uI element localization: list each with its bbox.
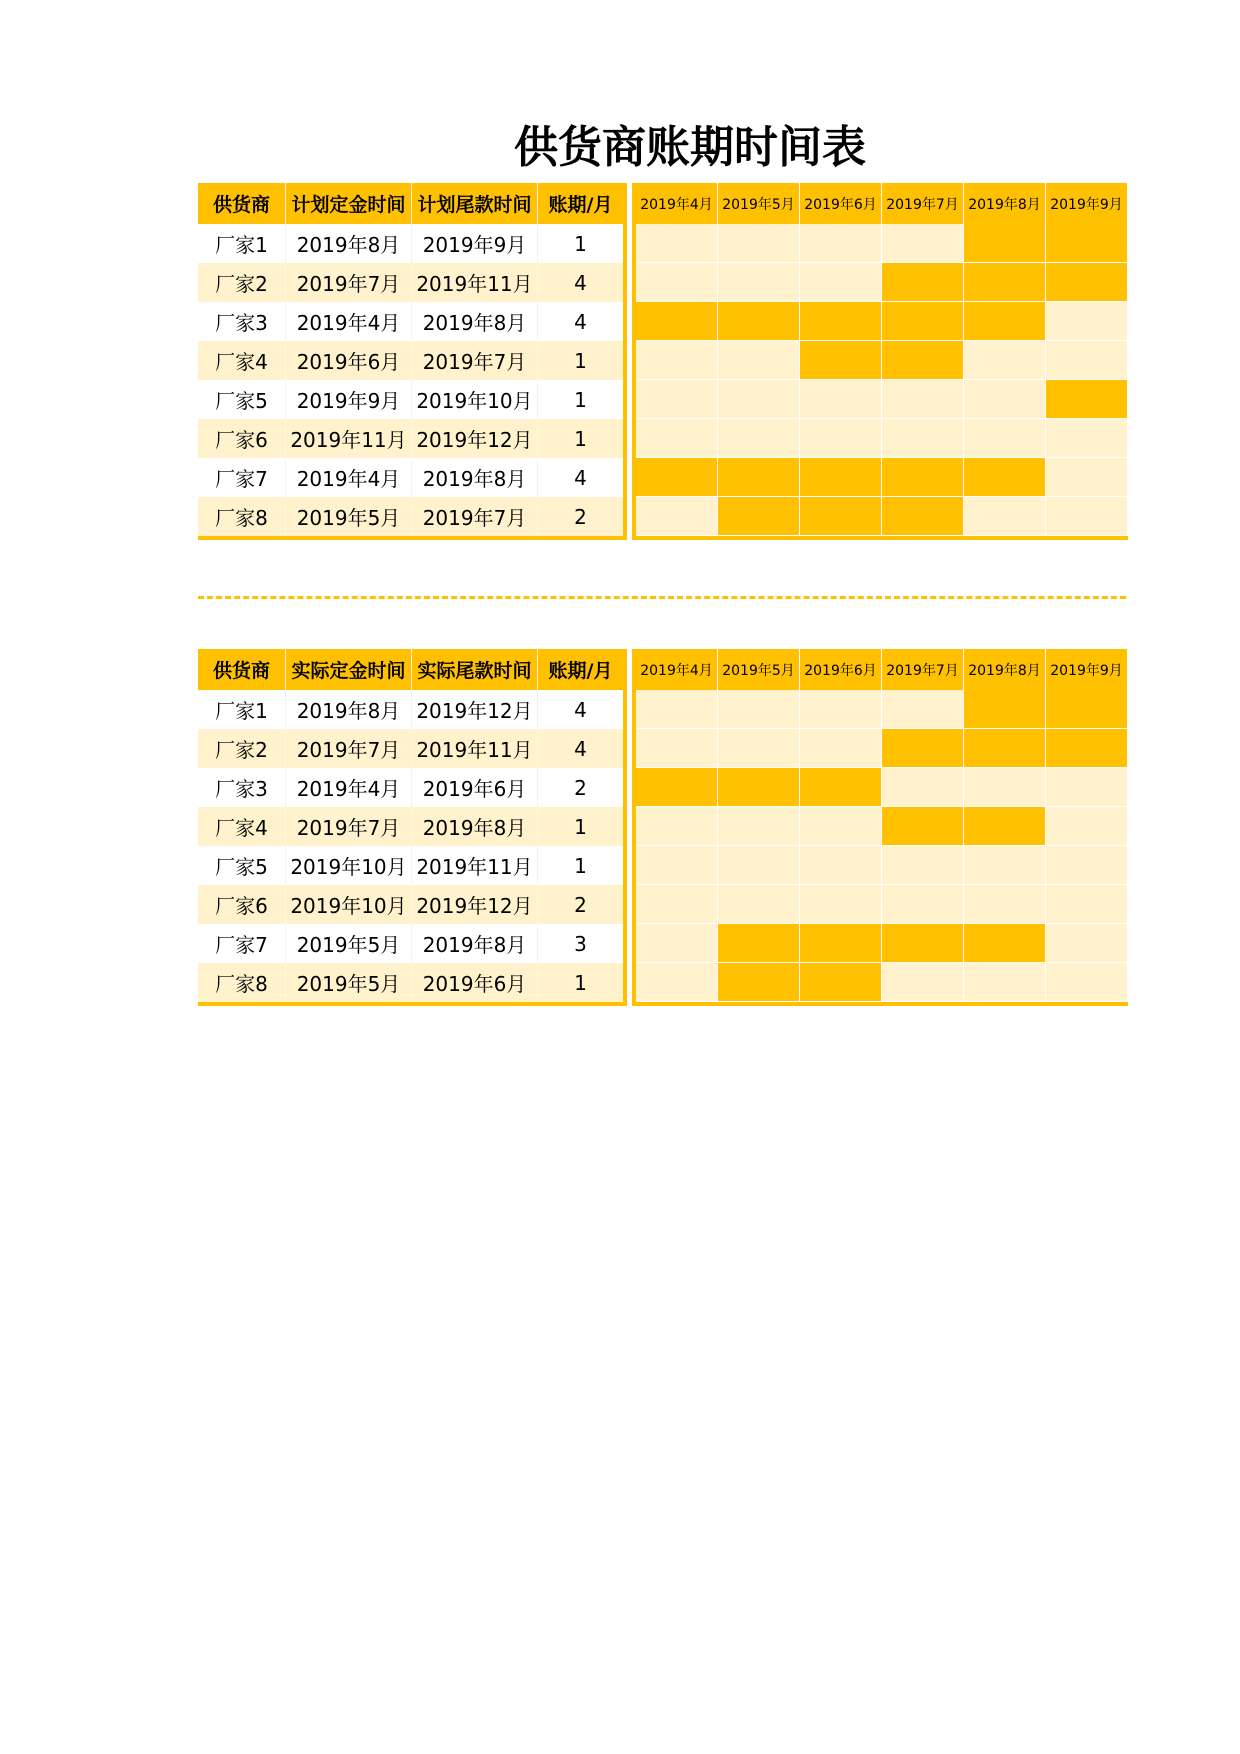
table-row <box>198 885 623 924</box>
timeline-cell <box>636 924 718 962</box>
table-row <box>198 458 623 497</box>
cell-end: 2019年8月 <box>411 458 537 497</box>
cell-period: 4 <box>537 263 623 302</box>
timeline-cell-active <box>718 302 800 340</box>
table-header-row <box>198 183 623 224</box>
cell-start: 2019年8月 <box>285 224 411 263</box>
timeline-cell <box>882 846 964 884</box>
timeline-cell <box>964 885 1046 923</box>
cell-start: 2019年7月 <box>285 729 411 768</box>
timeline-cell <box>636 419 718 457</box>
cell-name: 厂家2 <box>215 272 268 296</box>
cell-start: 2019年4月 <box>285 458 411 497</box>
cell-start: 2019年10月 <box>285 846 411 885</box>
cell-start: 2019年5月 <box>285 924 411 963</box>
timeline-row <box>636 341 1128 380</box>
cell-end: 2019年8月 <box>411 807 537 846</box>
cell-period: 2 <box>537 497 623 536</box>
timeline-row <box>636 846 1128 885</box>
cell-start: 2019年10月 <box>285 885 411 924</box>
timeline-cell <box>636 963 718 1001</box>
timeline-row <box>636 302 1128 341</box>
month-header: 2019年4月 <box>636 183 718 224</box>
cell-end: 2019年10月 <box>411 380 537 419</box>
table-row <box>198 224 623 263</box>
cell-end: 2019年11月 <box>411 729 537 768</box>
timeline-cell <box>882 963 964 1001</box>
cell-end: 2019年9月 <box>411 224 537 263</box>
cell-name: 厂家5 <box>215 389 268 413</box>
month-header: 2019年9月 <box>1046 649 1128 690</box>
timeline-cell <box>1046 419 1128 457</box>
table-row <box>198 690 623 729</box>
month-header: 2019年6月 <box>800 183 882 224</box>
cell-period: 1 <box>537 419 623 458</box>
timeline-cell-active <box>800 458 882 496</box>
timeline-cell <box>964 963 1046 1001</box>
cell-end: 2019年12月 <box>411 419 537 458</box>
timeline-cell-active <box>882 302 964 340</box>
timeline-cell <box>718 263 800 301</box>
table-header-row <box>198 649 623 690</box>
cell-end: 2019年12月 <box>411 690 537 729</box>
cell-name: 厂家1 <box>215 699 268 723</box>
cell-start: 2019年9月 <box>285 380 411 419</box>
timeline-cell-active <box>964 690 1046 728</box>
timeline-cell <box>882 768 964 806</box>
timeline-cell <box>718 341 800 379</box>
cell-end: 2019年11月 <box>411 846 537 885</box>
table-row <box>198 380 623 419</box>
timeline-row <box>636 885 1128 924</box>
timeline-cell <box>718 729 800 767</box>
timeline-cell <box>1046 458 1128 496</box>
cell-period: 1 <box>537 341 623 380</box>
timeline-cell-active <box>1046 380 1128 418</box>
column-header: 账期/月 <box>537 183 623 224</box>
month-header: 2019年4月 <box>636 649 718 690</box>
cell-period: 1 <box>537 807 623 846</box>
timeline-cell-active <box>718 924 800 962</box>
actual-timeline <box>632 649 1128 1006</box>
page-title: 供货商账期时间表 <box>514 122 866 173</box>
timeline-cell-active <box>1046 690 1128 728</box>
timeline-row <box>636 768 1128 807</box>
timeline-cell <box>636 729 718 767</box>
timeline-cell <box>964 419 1046 457</box>
timeline-cell-active <box>800 341 882 379</box>
timeline-cell-active <box>882 497 964 535</box>
cell-period: 1 <box>537 224 623 263</box>
timeline-cell <box>800 224 882 262</box>
column-header: 供货商 <box>212 660 270 682</box>
cell-period: 1 <box>537 380 623 419</box>
timeline-cell <box>636 263 718 301</box>
cell-start: 2019年5月 <box>285 497 411 536</box>
timeline-cell-active <box>718 768 800 806</box>
timeline-cell <box>800 807 882 845</box>
timeline-cell-active <box>964 807 1046 845</box>
timeline-cell <box>800 263 882 301</box>
timeline-row <box>636 497 1128 536</box>
plan-table <box>198 183 627 540</box>
timeline-cell-active <box>800 768 882 806</box>
timeline-cell <box>1046 963 1128 1001</box>
timeline-cell <box>636 224 718 262</box>
table-row <box>198 302 623 341</box>
cell-start: 2019年6月 <box>285 341 411 380</box>
timeline-cell <box>718 807 800 845</box>
column-header: 实际定金时间 <box>285 649 411 690</box>
table-row <box>198 263 623 302</box>
timeline-cell <box>636 497 718 535</box>
cell-period: 1 <box>537 963 623 1002</box>
timeline-row <box>636 729 1128 768</box>
section-divider <box>198 596 1126 599</box>
timeline-cell-active <box>1046 263 1128 301</box>
timeline-cell <box>1046 885 1128 923</box>
timeline-cell <box>800 419 882 457</box>
cell-start: 2019年7月 <box>285 807 411 846</box>
timeline-cell <box>800 729 882 767</box>
cell-start: 2019年11月 <box>285 419 411 458</box>
table-row <box>198 963 623 1002</box>
cell-period: 4 <box>537 458 623 497</box>
timeline-cell <box>636 846 718 884</box>
timeline-cell <box>800 380 882 418</box>
cell-period: 2 <box>537 768 623 807</box>
timeline-cell-active <box>964 458 1046 496</box>
timeline-cell <box>1046 768 1128 806</box>
cell-end: 2019年12月 <box>411 885 537 924</box>
cell-name: 厂家2 <box>215 738 268 762</box>
actual-table <box>198 649 627 1006</box>
cell-start: 2019年7月 <box>285 263 411 302</box>
timeline-cell <box>964 768 1046 806</box>
timeline-cell <box>882 380 964 418</box>
table-row <box>198 846 623 885</box>
timeline-cell-active <box>882 924 964 962</box>
cell-start: 2019年5月 <box>285 963 411 1002</box>
timeline-cell <box>964 846 1046 884</box>
timeline-cell-active <box>964 302 1046 340</box>
timeline-cell-active <box>1046 224 1128 262</box>
timeline-cell-active <box>964 224 1046 262</box>
timeline-row <box>636 690 1128 729</box>
timeline-cell-active <box>964 924 1046 962</box>
timeline-cell-active <box>718 963 800 1001</box>
timeline-cell-active <box>882 263 964 301</box>
timeline-cell-active <box>882 458 964 496</box>
cell-end: 2019年11月 <box>411 263 537 302</box>
timeline-cell-active <box>882 807 964 845</box>
table-row <box>198 924 623 963</box>
cell-end: 2019年6月 <box>411 768 537 807</box>
timeline-cell <box>636 690 718 728</box>
timeline-cell <box>800 690 882 728</box>
timeline-cell <box>964 497 1046 535</box>
timeline-cell <box>882 419 964 457</box>
cell-name: 厂家3 <box>215 777 268 801</box>
timeline-cell-active <box>964 729 1046 767</box>
timeline-row <box>636 807 1128 846</box>
timeline-cell-active <box>800 963 882 1001</box>
timeline-row <box>636 458 1128 497</box>
cell-name: 厂家6 <box>215 428 268 452</box>
timeline-cell <box>718 380 800 418</box>
timeline-cell <box>636 807 718 845</box>
timeline-row <box>636 263 1128 302</box>
timeline-cell <box>636 380 718 418</box>
timeline-cell <box>1046 924 1128 962</box>
month-header: 2019年6月 <box>800 649 882 690</box>
timeline-row <box>636 224 1128 263</box>
cell-end: 2019年6月 <box>411 963 537 1002</box>
timeline-cell <box>800 846 882 884</box>
month-header: 2019年5月 <box>718 183 800 224</box>
timeline-cell <box>800 885 882 923</box>
timeline-cell-active <box>882 729 964 767</box>
cell-end: 2019年7月 <box>411 341 537 380</box>
timeline-cell <box>964 341 1046 379</box>
timeline-row <box>636 963 1128 1002</box>
cell-name: 厂家4 <box>215 350 268 374</box>
timeline-cell-active <box>800 924 882 962</box>
cell-start: 2019年4月 <box>285 768 411 807</box>
cell-name: 厂家6 <box>215 894 268 918</box>
timeline-cell <box>882 885 964 923</box>
timeline-cell <box>1046 302 1128 340</box>
timeline-cell <box>964 380 1046 418</box>
column-header: 计划尾款时间 <box>411 183 537 224</box>
cell-name: 厂家5 <box>215 855 268 879</box>
timeline-cell-active <box>800 302 882 340</box>
timeline-cell-active <box>636 768 718 806</box>
column-header: 账期/月 <box>537 649 623 690</box>
cell-end: 2019年8月 <box>411 302 537 341</box>
timeline-cell <box>718 224 800 262</box>
timeline-cell <box>1046 846 1128 884</box>
cell-end: 2019年7月 <box>411 497 537 536</box>
cell-name: 厂家7 <box>215 467 268 491</box>
timeline-cell-active <box>718 458 800 496</box>
timeline-cell <box>882 690 964 728</box>
column-header: 实际尾款时间 <box>411 649 537 690</box>
month-header: 2019年8月 <box>964 649 1046 690</box>
cell-name: 厂家8 <box>215 972 268 996</box>
cell-end: 2019年8月 <box>411 924 537 963</box>
timeline-cell <box>718 846 800 884</box>
timeline-cell-active <box>882 341 964 379</box>
timeline-row <box>636 380 1128 419</box>
timeline-cell-active <box>800 497 882 535</box>
cell-name: 厂家7 <box>215 933 268 957</box>
table-row <box>198 419 623 458</box>
cell-period: 1 <box>537 846 623 885</box>
table-row <box>198 768 623 807</box>
timeline-row <box>636 419 1128 458</box>
cell-period: 4 <box>537 729 623 768</box>
cell-period: 4 <box>537 690 623 729</box>
timeline-cell <box>718 690 800 728</box>
cell-period: 4 <box>537 302 623 341</box>
cell-start: 2019年8月 <box>285 690 411 729</box>
column-header: 计划定金时间 <box>285 183 411 224</box>
cell-start: 2019年4月 <box>285 302 411 341</box>
month-header: 2019年7月 <box>882 649 964 690</box>
timeline-cell-active <box>1046 729 1128 767</box>
timeline-cell <box>636 885 718 923</box>
cell-name: 厂家3 <box>215 311 268 335</box>
timeline-cell <box>718 885 800 923</box>
timeline-cell <box>1046 807 1128 845</box>
timeline-cell <box>636 341 718 379</box>
month-header-row <box>636 649 1128 690</box>
table-row <box>198 807 623 846</box>
timeline-cell <box>718 419 800 457</box>
table-row <box>198 341 623 380</box>
month-header: 2019年9月 <box>1046 183 1128 224</box>
timeline-cell-active <box>636 458 718 496</box>
cell-period: 2 <box>537 885 623 924</box>
timeline-cell <box>1046 497 1128 535</box>
month-header: 2019年8月 <box>964 183 1046 224</box>
table-row <box>198 497 623 536</box>
table-row <box>198 729 623 768</box>
cell-name: 厂家4 <box>215 816 268 840</box>
timeline-cell-active <box>718 497 800 535</box>
timeline-cell-active <box>964 263 1046 301</box>
cell-name: 厂家1 <box>215 233 268 257</box>
cell-period: 3 <box>537 924 623 963</box>
month-header: 2019年5月 <box>718 649 800 690</box>
plan-timeline <box>632 183 1128 540</box>
timeline-cell-active <box>636 302 718 340</box>
timeline-cell <box>1046 341 1128 379</box>
cell-name: 厂家8 <box>215 506 268 530</box>
timeline-cell <box>882 224 964 262</box>
column-header: 供货商 <box>212 194 270 216</box>
month-header: 2019年7月 <box>882 183 964 224</box>
timeline-row <box>636 924 1128 963</box>
month-header-row <box>636 183 1128 224</box>
